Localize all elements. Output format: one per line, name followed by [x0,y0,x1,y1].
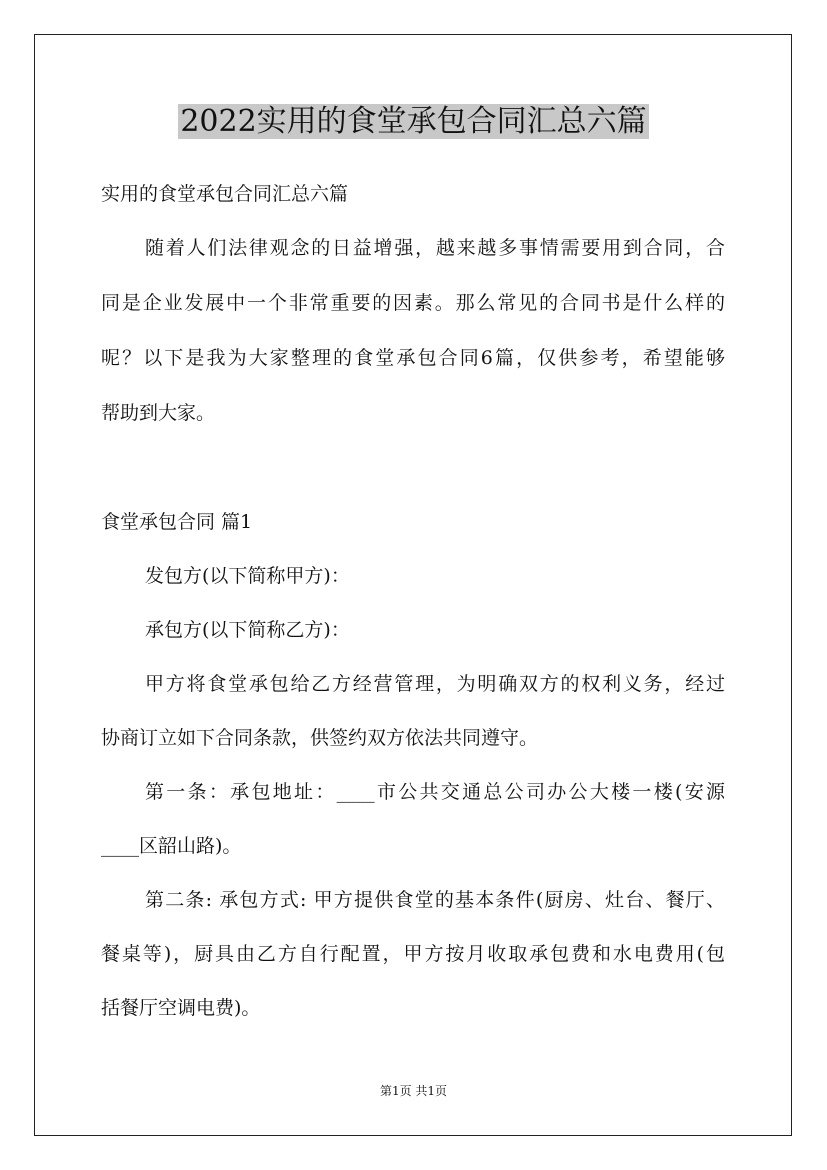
intro-line-2: 同是企业发展中一个非常重要的因素。那么常见的合同书是什么样的 [101,292,725,314]
intro-line-4: 帮助到大家。 [101,402,216,424]
purpose-line-2: 协商订立如下合同条款，供签约双方依法共同遵守。 [101,727,539,749]
article-1-line-2: ____区韶山路)。 [101,835,242,857]
party-a-line: 发包方(以下简称甲方)： [145,565,350,587]
intro-line-3: 呢？以下是我为大家整理的食堂承包合同6篇，仅供参考，希望能够 [101,347,725,369]
party-b-line: 承包方(以下简称乙方)： [145,619,350,641]
intro-line-1: 随着人们法律观念的日益增强，越来越多事情需要用到合同，合 [145,237,725,259]
page-footer: 第1页 共1页 [379,1084,448,1098]
subtitle: 实用的食堂承包合同汇总六篇 [101,183,349,205]
article-2-line-2: 餐桌等)，厨具由乙方自行配置，甲方按月收取承包费和水电费用(包 [101,943,725,965]
article-2-line-1: 第二条: 承包方式: 甲方提供食堂的基本条件(厨房、灶台、餐厅、 [145,889,725,911]
section-heading: 食堂承包合同 篇1 [101,511,253,533]
article-1-line-1: 第一条：承包地址：____市公共交通总公司办公大楼一楼(安源 [145,781,725,803]
document-title: 2022实用的食堂承包合同汇总六篇 [180,104,647,139]
article-2-line-3: 括餐厅空调电费)。 [101,997,261,1019]
purpose-line-1: 甲方将食堂承包给乙方经营管理，为明确双方的权利义务，经过 [145,673,725,695]
